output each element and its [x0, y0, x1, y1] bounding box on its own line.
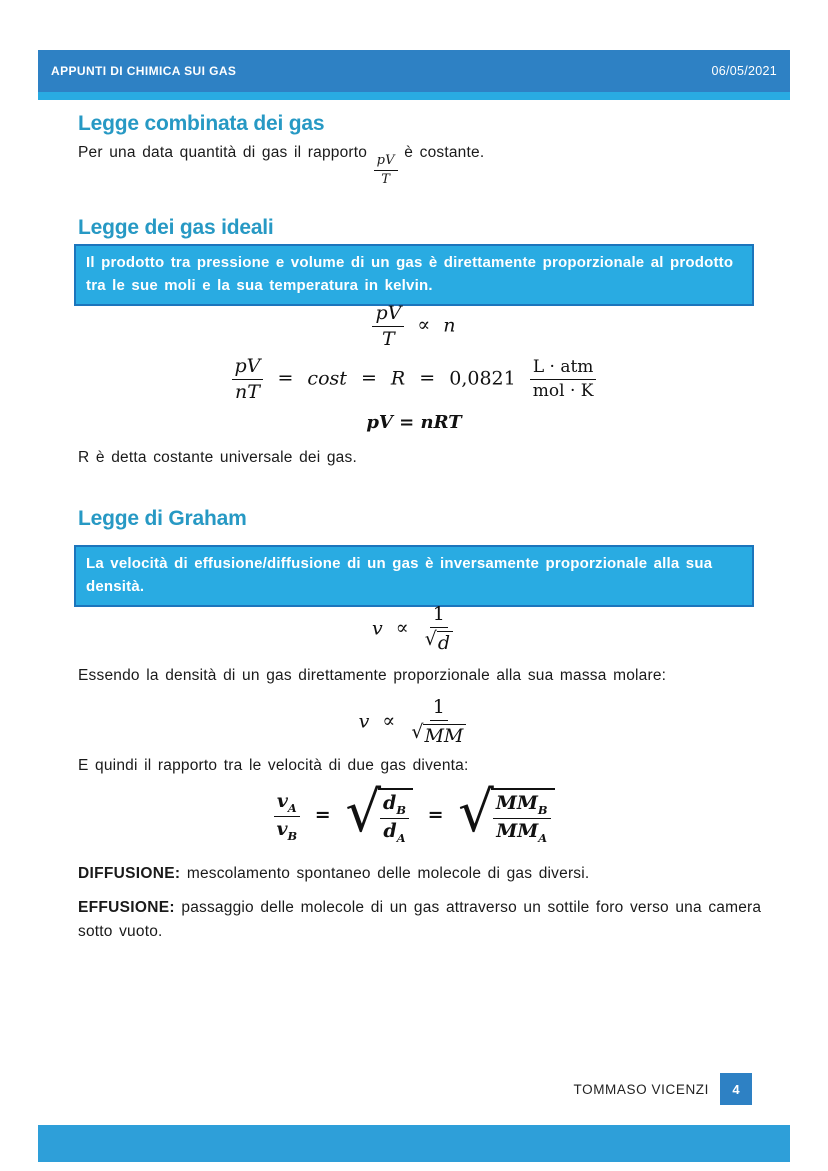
formula-v-prop-sqrt-d: [38, 604, 790, 655]
equals-sign: =: [360, 367, 377, 390]
highlight-box-gas-ideali: Il prodotto tra pressione e volume di un gas è direttamente proporzionale al prodotto tra le sue moli e la sua temperatura in kelvin.: [74, 244, 754, 306]
footer: [38, 1072, 752, 1106]
header-title: APPUNTI DI CHIMICA SUI GAS: [51, 64, 237, 78]
proportional-symbol: ∝: [395, 617, 409, 640]
proportional-symbol: ∝: [417, 314, 431, 337]
variable-n: n: [443, 314, 456, 337]
definition-diffusione: [78, 862, 778, 886]
radical-sign: √: [345, 780, 382, 845]
formula-gas-constant: [38, 356, 790, 403]
section-heading-legge-combinata: Legge combinata dei gas: [78, 112, 325, 135]
inline-fraction-pv-t: $\frac{pV}{T}$: [374, 154, 398, 188]
text-e-quindi: E quindi il rapporto tra le velocità di due gas diventa:: [78, 757, 469, 774]
sqrt-db-da: √ $\frac{d_B}{d_A}$: [345, 788, 413, 845]
section-heading-gas-ideali: Legge dei gas ideali: [78, 216, 274, 239]
variable-v: v: [372, 617, 383, 640]
equals-sign: =: [419, 367, 436, 390]
header-bar: [38, 50, 790, 92]
formula-graham-ratio: [38, 780, 790, 846]
paragraph-legge-combinata: [78, 141, 778, 188]
fraction-1-sqrt-mm: 1 √ MM: [408, 697, 469, 748]
paragraph-e-quindi: [78, 754, 778, 778]
header-date: 06/05/2021: [711, 64, 777, 78]
formula-pv-t-prop-n: [38, 303, 790, 350]
proportional-symbol: ∝: [382, 710, 396, 733]
text-before-fraction: Per una data quantità di gas il rapporto: [78, 144, 368, 161]
fraction-pv-nt: $\frac{pV}{nT}$: [232, 356, 264, 403]
variable-v: v: [358, 710, 370, 733]
fraction-units: $\frac{\text{L · atm}}{\text{mol · K}}$: [530, 358, 597, 400]
definition-effusione: [78, 896, 778, 944]
cost-label: cost: [307, 367, 347, 390]
term-effusione: EFFUSIONE:: [78, 899, 175, 916]
highlight-box-graham: La velocità di effusione/diffusione di un gas è inversamente proporzionale alla sua densità.: [74, 545, 754, 607]
header-accent-strip: [38, 92, 790, 100]
fraction-pv-t: $\frac{pV}{T}$: [372, 303, 404, 350]
radical-sign: √: [424, 627, 437, 650]
formula-pv-nrt: pV = nRT: [366, 412, 462, 433]
formula-v-prop-sqrt-mm: [38, 697, 790, 748]
value-0-0821: 0,0821: [449, 367, 516, 390]
page-number-box: 4: [720, 1073, 752, 1105]
equals-sign: =: [427, 804, 444, 827]
text-effusione: passaggio delle molecole di un gas attraverso un sottile foro verso una camera sotto vuoto.: [78, 899, 762, 941]
radical-sign: √: [411, 720, 424, 743]
footer-author: TOMMASO VICENZI: [573, 1081, 709, 1097]
paragraph-essendo: Essendo la densità di un gas direttamente proporzionale alla sua massa molare:: [78, 667, 667, 684]
bottom-accent-bar: [38, 1125, 790, 1162]
sqrt-mmb-mma: √ $\frac{MM_B}{MM_A}$: [458, 788, 554, 845]
equals-sign: =: [277, 367, 294, 390]
section-heading-graham: Legge di Graham: [78, 507, 247, 530]
text-after-fraction: è costante.: [404, 144, 485, 161]
text-diffusione: mescolamento spontaneo delle molecole di gas diversi.: [186, 865, 590, 882]
variable-R: R: [390, 367, 406, 390]
term-diffusione: DIFFUSIONE:: [78, 865, 181, 882]
fraction-1-sqrt-d: 1 √ d: [422, 604, 456, 655]
radical-sign: √: [458, 780, 494, 845]
equals-sign: =: [314, 804, 331, 827]
fraction-va-vb: $\frac{v_A}{v_B}$: [273, 791, 300, 843]
paragraph-r-costante: R è detta costante universale dei gas.: [78, 449, 357, 466]
